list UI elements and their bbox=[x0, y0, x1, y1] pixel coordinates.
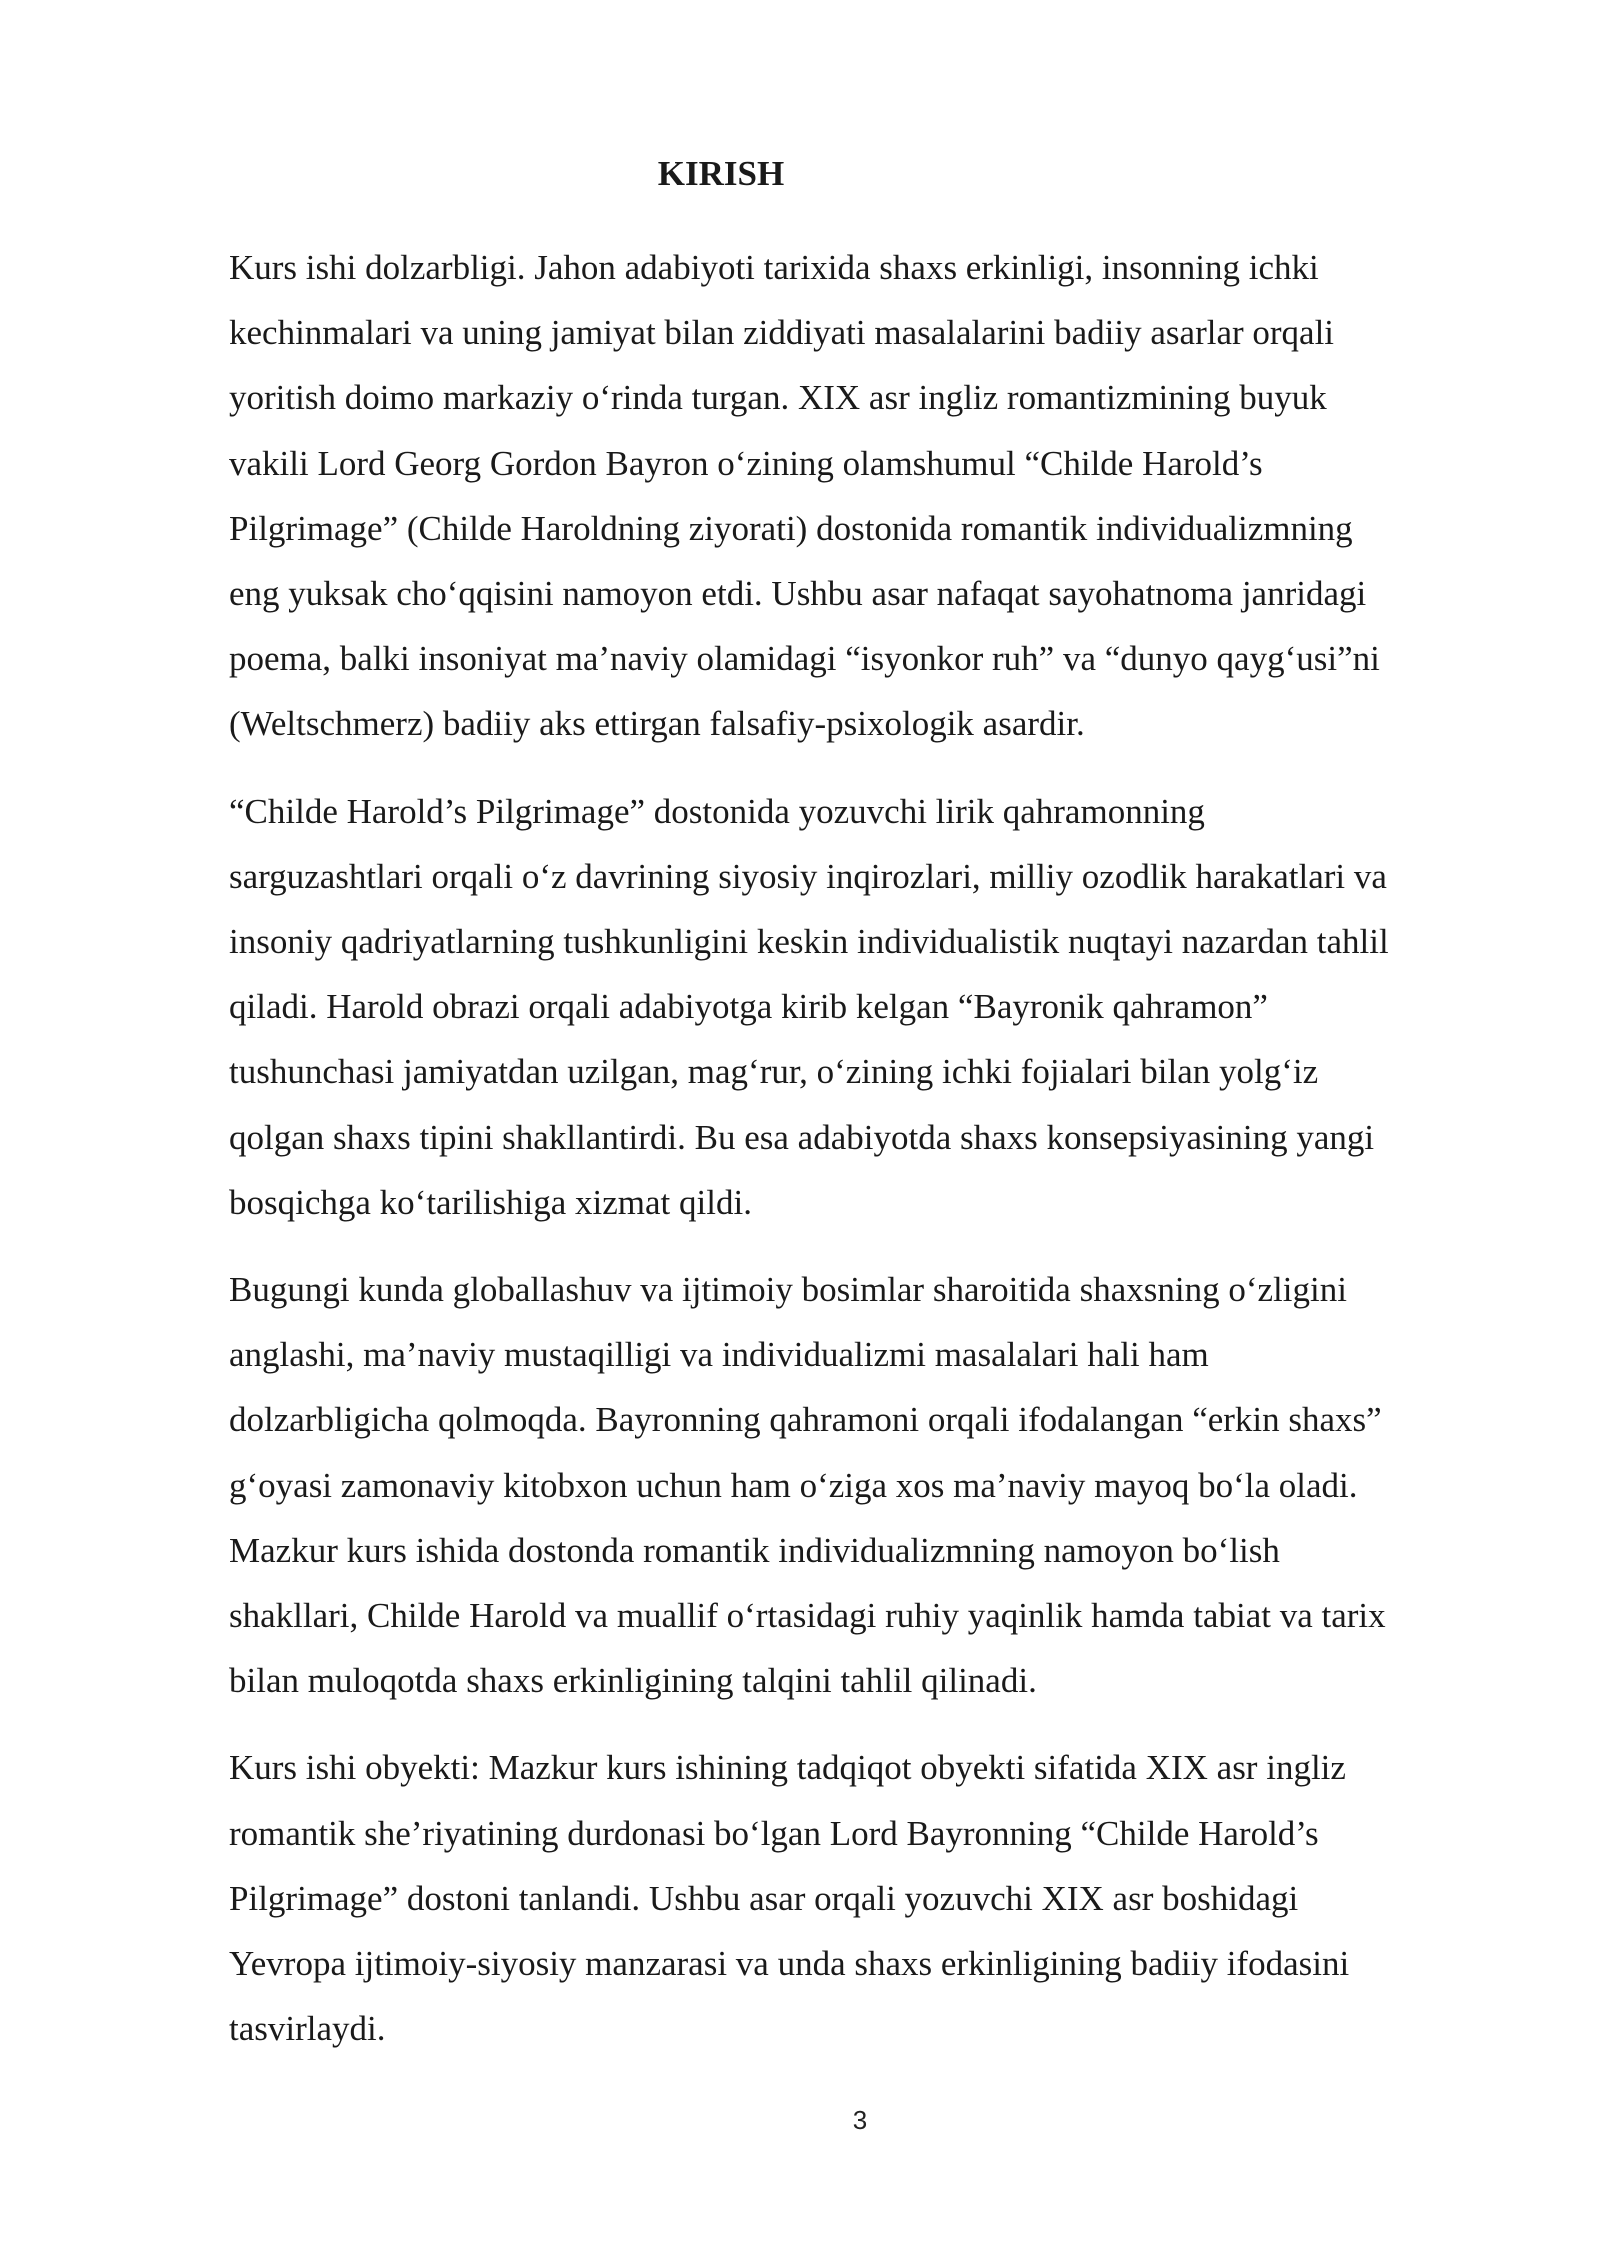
text-line: Yevropa ijtimoiy-siyosiy manzarasi va unda shaxs erkinligining badiiy ifodasini bbox=[229, 1944, 1350, 1984]
text-line: qolgan shaxs tipini shakllantirdi. Bu esa adabiyotda shaxs konsepsiyasining yangi bbox=[229, 1117, 1375, 1157]
text-line: poema, balki insoniyat ma’naviy olamidagi “isyonkor ruh” va “dunyo qayg‘usi”ni bbox=[229, 639, 1380, 679]
paragraph-relevance-intro bbox=[229, 235, 1479, 757]
text-line: yoritish doimo markaziy o‘rinda turgan. XIX asr ingliz romantizmining buyuk bbox=[229, 378, 1327, 418]
text-line: bilan muloqotda shaxs erkinligining talqini tahlil qilinadi. bbox=[229, 1661, 1037, 1701]
text-line: qiladi. Harold obrazi orqali adabiyotga kirib kelgan “Bayronik qahramon” bbox=[229, 987, 1268, 1027]
section-heading: KIRISH bbox=[657, 154, 785, 193]
text-line: Mazkur kurs ishida dostonda romantik individualizmning namoyon bo‘lish bbox=[229, 1530, 1280, 1570]
text-line: shakllari, Childe Harold va muallif o‘rtasidagi ruhiy yaqinlik hamda tabiat va tarix bbox=[229, 1596, 1386, 1636]
paragraph-research-object bbox=[229, 1735, 1479, 2061]
text-line: Bugungi kunda globallashuv va ijtimoiy bosimlar sharoitida shaxsning o‘zligini bbox=[229, 1270, 1347, 1310]
text-line: bosqichga ko‘tarilishiga xizmat qildi. bbox=[229, 1182, 752, 1222]
paragraph-byronic-hero bbox=[229, 779, 1479, 1235]
paragraph-modern-relevance bbox=[229, 1257, 1479, 1713]
text-line: romantik she’riyatining durdonasi bo‘lgan Lord Bayronning “Childe Harold’s bbox=[229, 1813, 1319, 1853]
text-line: g‘oyasi zamonaviy kitobxon uchun ham o‘ziga xos ma’naviy mayoq bo‘la oladi. bbox=[229, 1465, 1358, 1505]
text-line: eng yuksak cho‘qqisini namoyon etdi. Ushbu asar nafaqat sayohatnoma janridagi bbox=[229, 574, 1367, 614]
text-line: Kurs ishi obyekti: Mazkur kurs ishining tadqiqot obyekti sifatida XIX asr ingliz bbox=[229, 1748, 1346, 1788]
text-line: Pilgrimage” (Childe Haroldning ziyorati) dostonida romantik individualizmning bbox=[229, 508, 1353, 548]
text-line: vakili Lord Georg Gordon Bayron o‘zining olamshumul “Childe Harold’s bbox=[229, 443, 1263, 483]
text-line: insoniy qadriyatlarning tushkunligini keskin individualistik nuqtayi nazardan tahlil bbox=[229, 922, 1389, 962]
text-line: (Weltschmerz) badiiy aks ettirgan falsafiy-psixologik asardir. bbox=[229, 704, 1085, 744]
text-line: tushunchasi jamiyatdan uzilgan, mag‘rur, o‘zining ichki fojialari bilan yolg‘iz bbox=[229, 1052, 1319, 1092]
body-text bbox=[229, 235, 1479, 2083]
text-line: “Childe Harold’s Pilgrimage” dostonida yozuvchi lirik qahramonning bbox=[229, 791, 1205, 831]
text-line: tasvirlaydi. bbox=[229, 2009, 386, 2049]
text-line: kechinmalari va uning jamiyat bilan ziddiyati masalalarini badiiy asarlar orqali bbox=[229, 313, 1335, 353]
text-line: Kurs ishi dolzarbligi. Jahon adabiyoti tarixida shaxs erkinligi, insonning ichki bbox=[229, 248, 1319, 287]
text-line: Pilgrimage” dostoni tanlandi. Ushbu asar orqali yozuvchi XIX asr boshidagi bbox=[229, 1878, 1299, 1918]
text-line: sarguzashtlari orqali o‘z davrining siyosiy inqirozlari, milliy ozodlik harakatlari va bbox=[229, 856, 1387, 896]
text-line: dolzarbligicha qolmoqda. Bayronning qahramoni orqali ifodalangan “erkin shaxs” bbox=[229, 1400, 1382, 1440]
text-line: anglashi, ma’naviy mustaqilligi va individualizmi masalalari hali ham bbox=[229, 1335, 1209, 1375]
page-number: 3 bbox=[852, 2105, 868, 2135]
